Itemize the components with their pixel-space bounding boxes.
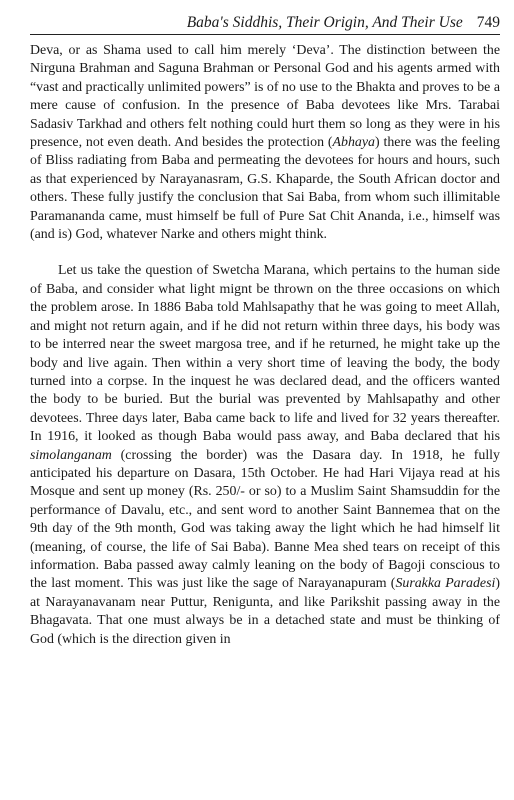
paragraph-2-text-3: ) at Narayanavanam near Puttur, Renigunta, and like Parikshit passing away in the Bhagavata. That one must always be in a detached state and must be thinking of God (which is the direction given in [30,576,500,647]
paragraph-1 [30,42,500,244]
running-title: Baba's Siddhis, Their Origin, And Their Use [186,14,463,31]
page-number: 749 [476,14,500,31]
paragraph-2-text-1: Let us take the question of Swetcha Marana, which pertains to the human side of Baba, and consider what light mignt be thrown on the three occasions on which the problem arose. In 1886 Baba told Mahlsapathy that he was going to meet Allah, and might not return again, and if he did not return within three days, his body was to be interred near the sweet margosa tree, and if he returned, he might take up the body and live again. Then within a very short time of leaving the body, the body turned into a corpse. In the inquest he was declared dead, and the officers wanted the body to be buried. But the burial was prevented by Mahlsapathy and other devotees. Three days later, Baba came back to life and lived for 32 years thereafter. In 1916, it looked as though Baba would pass away, and Baba declared that his [30,263,500,445]
body-text [30,42,500,649]
term-abhaya: Abhaya [332,135,375,151]
running-header [30,14,500,35]
term-simolanganam: simolanganam [30,447,112,463]
paragraph-2 [30,262,500,649]
term-surakka-paradesi: Surakka Paradesi [395,576,496,592]
paragraph-1-text-1: Deva, or as Shama used to call him merely ‘Deva’. The distinction between the Nirguna Brahman and Saguna Brahman or Personal God and his agents armed with “vast and practically unlimited powers” is of no use to the Bhakta and proves to be a mere cause of confusion. In the presence of Baba devotees like Mrs. Tarabai Sadasiv Tarkhad and others felt nothing could hurt them so long as they were in his presence, not even death. And besides the protection ( [30,43,500,151]
paragraph-2-text-2: (crossing the border) was the Dasara day. In 1918, he fully anticipated his departure on Dasara, 15th October. He had Hari Vijaya read at his Mosque and sent up money (Rs. 250/- or so) to a Muslim Saint Shamsuddin for the performance of Davalu, etc., and sent word to another Saint Bannemea that on the 9th day of the 9th month, God was taking away the light which he had himself lit (meaning, of course, the life of Sai Baba). Banne Mea shed tears on receipt of this information. Baba passed away calmly leaning on the body of Bagoji conscious to the last moment. This was just like the sage of Narayanapuram ( [30,447,500,592]
paragraph-1-text-2: ) there was the feeling of Bliss radiating from Baba and permeating the devotees for hours and hours, such as that experienced by Narayanasram, G.S. Khaparde, the South African doctor and others. These fully justify the conclusion that Sai Baba, from whom such illimitable Paramananda came, must himself be full of Pure Sat Chit Ananda, i.e., himself was (and is) God, whatever Narke and others might think. [30,135,500,243]
